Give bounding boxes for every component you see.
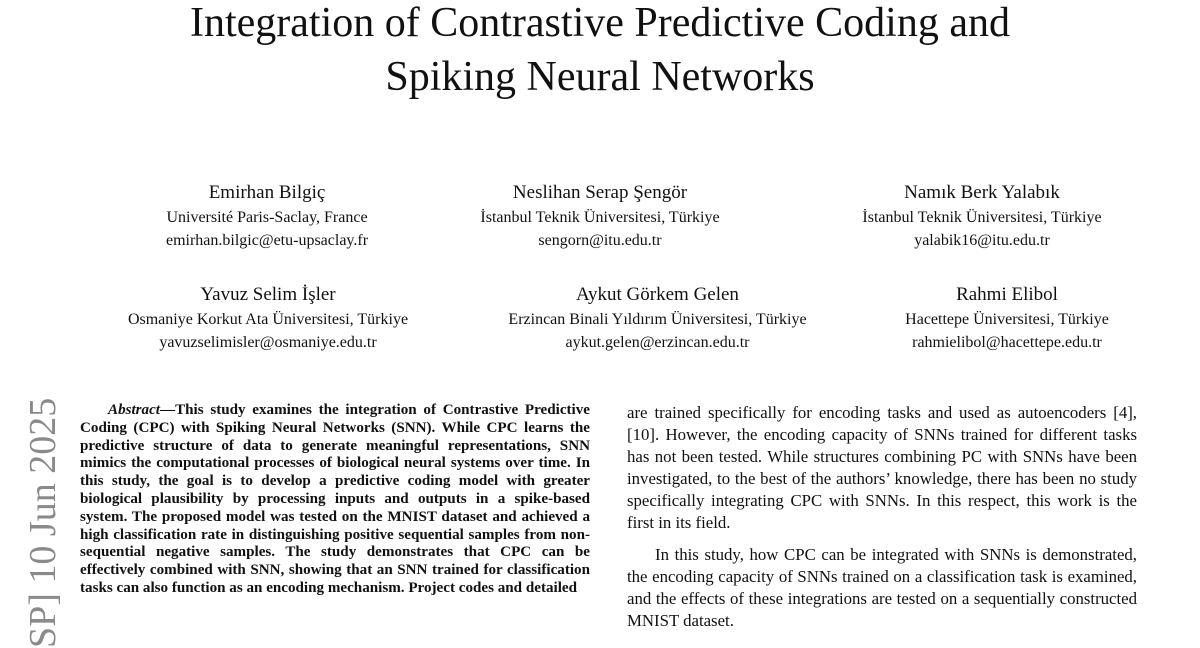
author-name: Namık Berk Yalabık — [904, 182, 1060, 203]
author-affiliation: Hacettepe Üniversitesi, Türkiye — [905, 311, 1109, 328]
abstract-label: Abstract — [108, 402, 160, 418]
author-email: rahmielibol@hacettepe.edu.tr — [912, 334, 1102, 351]
author-block — [460, 282, 855, 354]
intro-column — [627, 402, 1137, 642]
intro-paragraph: In this study, how CPC can be integrated with SNNs is demonstrated, the encoding capacity of SNNs trained on a classification task is examined, and the effects of these integrations are tested on a sequentially constructed MNIST dataset. — [627, 545, 1137, 630]
author-affiliation: Osmaniye Korkut Ata Üniversitesi, Türkiye — [127, 311, 409, 328]
author-block — [88, 282, 448, 354]
title-line-1: Integration of Contrastive Predictive Coding and — [190, 0, 1010, 46]
abstract-text: —This study examines the integration of Contrastive Predictive Coding (CPC) with Spiking Neural Networks (SNN). While CPC learns the predictive structure of data to generate meaningful representations, SNN mimics the computational processes of biological neural systems over time. In this study, the goal is to develop a predictive coding model with greater biological plausibility by processing inputs and outputs in a spike-based system. The proposed model was tested on the MNIST dataset and achieved a high classification rate in distinguishing positive sequential samples from non-sequential negative samples. The study demonstrates that CPC can be effectively combined with SNN, showing that an SNN trained for classification tasks can also function as an encoding mechanism. Project codes and detailed — [80, 402, 590, 596]
author-name: Yavuz Selim İşler — [200, 284, 336, 305]
author-email: yavuzselimisler@osmaniye.edu.tr — [159, 334, 377, 351]
author-email: aykut.gelen@erzincan.edu.tr — [565, 334, 750, 351]
author-name: Rahmi Elibol — [956, 284, 1058, 305]
author-email: yalabik16@itu.edu.tr — [914, 232, 1050, 249]
author-affiliation: Université Paris-Saclay, France — [166, 209, 368, 226]
author-email: emirhan.bilgic@etu-upsaclay.fr — [165, 232, 369, 249]
author-email: sengorn@itu.edu.tr — [538, 232, 662, 249]
author-name: Aykut Görkem Gelen — [576, 284, 739, 305]
paper-title — [0, 0, 1200, 104]
author-affiliation: Erzincan Binali Yıldırım Üniversitesi, Türkiye — [508, 311, 807, 328]
author-name: Emirhan Bilgiç — [208, 182, 326, 203]
author-block — [822, 180, 1142, 252]
author-affiliation: İstanbul Teknik Üniversitesi, Türkiye — [862, 209, 1102, 226]
arxiv-side-stamp: SP] 10 Jun 2025 — [22, 397, 64, 648]
author-block — [862, 282, 1152, 354]
title-line-2: Spiking Neural Networks — [385, 54, 815, 100]
author-block — [107, 180, 427, 252]
author-name: Neslihan Serap Şengör — [512, 182, 688, 203]
intro-paragraph: are trained specifically for encoding tasks and used as autoencoders [4], [10]. However, the encoding capacity of SNNs trained for different tasks has not been tested. While structures combining PC with SNNs have been investigated, to the best of the authors’ knowledge, there has been no study specifically integrating CPC with SNNs. In this respect, this work is the first in its field. — [627, 403, 1137, 532]
author-block — [440, 180, 760, 252]
abstract — [80, 402, 590, 598]
author-affiliation: İstanbul Teknik Üniversitesi, Türkiye — [480, 209, 720, 226]
